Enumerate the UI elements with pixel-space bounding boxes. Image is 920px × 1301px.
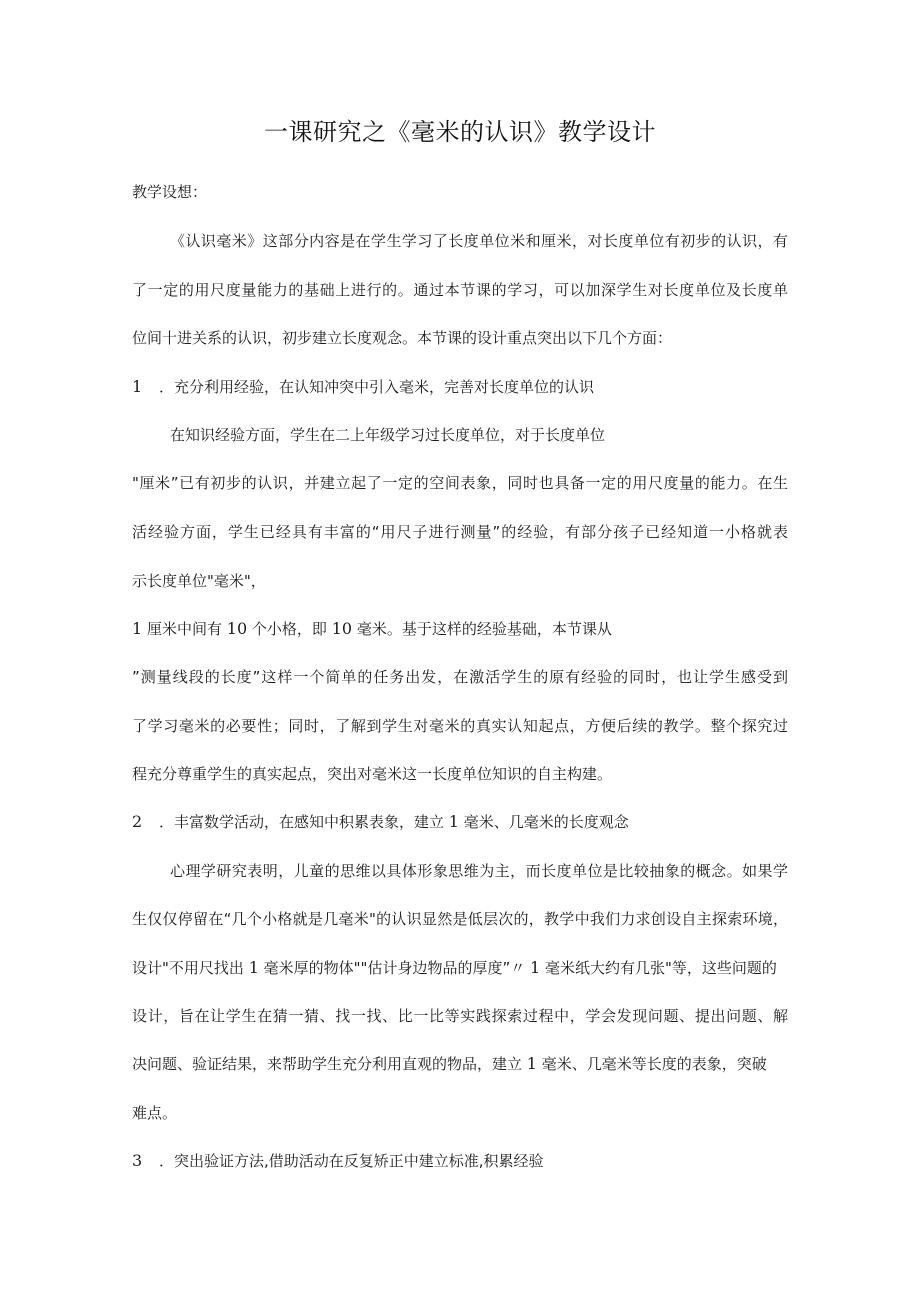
inline-text: 决问题、验证结果，来帮助学生充分利用直观的物品，建立 [132, 1055, 523, 1073]
inline-number: 1 [526, 1054, 537, 1073]
inline-text: 个小格，即 [251, 620, 327, 638]
inline-number: 1 [248, 958, 259, 977]
intro-paragraph-line: 了一定的用尺度量能力的基础上进行的。通过本节课的学习，可以加深学生对长度单位及长度单 [132, 281, 788, 299]
intro-paragraph-line: 位间十进关系的认识，初步建立长度观念。本节课的设计重点突出以下几个方面： [132, 329, 673, 347]
inline-number: 10 [226, 619, 248, 638]
section-1-paragraph-line: 了学习毫米的必要性；同时，了解到学生对毫米的真实认知起点，方便后续的教学。整个探究过 [132, 717, 788, 735]
section-2-paragraph-line: 心理学研究表明，儿童的思维以具体形象思维为主，而长度单位是比较抽象的概念。如果学 [170, 862, 788, 880]
inline-text: 毫米纸大约有几张"等，这些问题的 [544, 959, 777, 977]
section-2-heading [132, 811, 629, 833]
inline-number: 10 [331, 619, 353, 638]
section-3-heading [132, 1150, 544, 1172]
intro-heading: 教学设想： [132, 183, 208, 201]
inline-number: 1 [448, 812, 459, 831]
section-2-paragraph-line [132, 957, 777, 979]
inline-text: 毫米。基于这样的经验基础，本节课从 [356, 620, 612, 638]
section-2-paragraph-line: 生仅仅停留在“几个小格就是几毫米"的认识显然是低层次的，教学中我们力求创设自主探索环境， [132, 910, 788, 928]
section-3-number: 3 [132, 1151, 143, 1170]
section-2-heading-text: ．丰富数学活动，在感知中积累表象，建立 [158, 813, 444, 831]
section-1-paragraph-line [132, 618, 612, 640]
section-1-paragraph-line: 程充分尊重学生的真实起点，突出对毫米这一长度单位知识的自主构建。 [132, 765, 613, 783]
section-2-paragraph-line: 设计，旨在让学生在猜一猜、找一找、比一比等实践探索过程中，学会发现问题、提出问题、解 [132, 1007, 788, 1025]
inline-number: 1 [132, 619, 143, 638]
inline-text: 厘米中间有 [146, 620, 222, 638]
section-1-number: 1 [132, 377, 143, 396]
section-1-heading-text: ．充分利用经验，在认知冲突中引入毫米，完善对长度单位的认识 [158, 378, 594, 396]
inline-text: 毫米厚的物体""估计身边物品的厚度”〃 [263, 959, 526, 977]
section-2-paragraph-line [132, 1053, 767, 1075]
inline-text: 设计"不用尺找出 [132, 959, 244, 977]
inline-number: 1 [530, 958, 541, 977]
section-1-paragraph-line: 示长度单位"毫米"， [132, 572, 266, 590]
section-1-paragraph-line: ”测量线段的长度”这样一个简单的任务出发，在激活学生的原有经验的同时，也让学生感受到 [132, 668, 788, 686]
section-3-heading-text: ．突出验证方法,借助活动在反复矫正中建立标准,积累经验 [158, 1152, 544, 1170]
section-2-heading-text: 毫米、几毫米的长度观念 [463, 813, 629, 831]
section-2-number: 2 [132, 812, 143, 831]
document-title: 一课研究之《毫米的认识》教学设计 [264, 118, 656, 146]
section-2-paragraph-line: 难点。 [132, 1104, 178, 1122]
inline-text: 毫米、几毫米等长度的表象，突破 [541, 1055, 767, 1073]
section-1-paragraph-line: 在知识经验方面，学生在二上年级学习过长度单位，对于长度单位 [170, 426, 606, 444]
intro-paragraph-line: 《认识毫米》这部分内容是在学生学习了长度单位米和厘米，对长度单位有初步的认识，有 [170, 232, 788, 250]
section-1-heading [132, 376, 594, 398]
section-1-paragraph-line: "厘米”已有初步的认识，并建立起了一定的空间表象，同时也具备一定的用尺度量的能力。在生 [132, 474, 788, 492]
section-1-paragraph-line: 活经验方面，学生已经具有丰富的“用尺子进行测量”的经验，有部分孩子已经知道一小格就表 [132, 523, 788, 541]
